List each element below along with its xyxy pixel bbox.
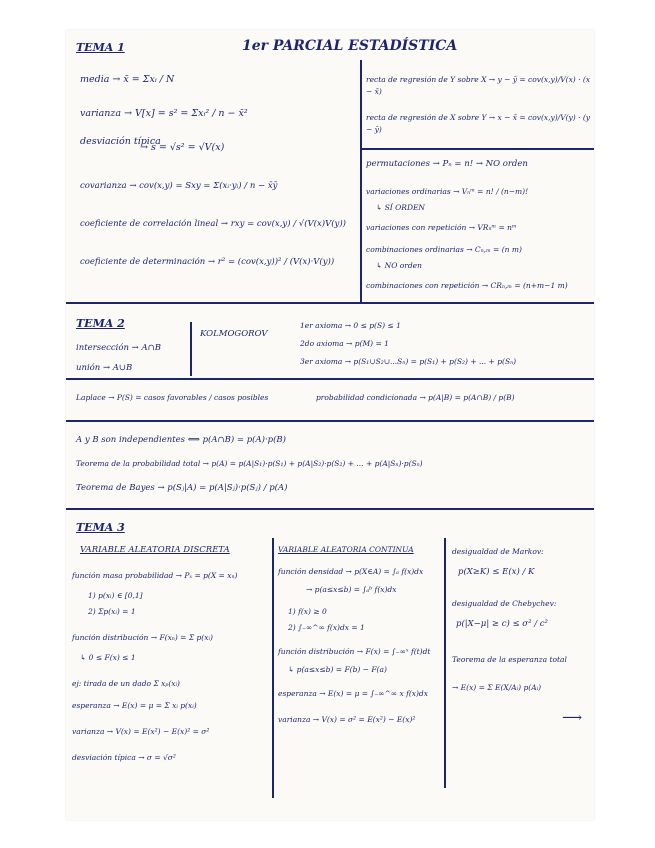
media-formula: media → x̄ = Σxᵢ / N: [80, 74, 175, 85]
desviacion-formula: → s = √s² = √V(x): [140, 142, 225, 153]
page-title: 1er PARCIAL ESTADÍSTICA: [242, 38, 458, 54]
tema1-divider: [360, 60, 362, 302]
arrow-icon: ⟶: [562, 710, 583, 726]
tema2-label: TEMA 2: [76, 317, 125, 330]
axioma-1: 1er axioma → 0 ≤ p(S) ≤ 1: [300, 321, 401, 330]
chebychev-formula: p(|X−μ| ≥ c) ≤ σ² / c²: [456, 619, 548, 629]
axioma-3: 3er axioma → p(S₁∪S₂∪...Sₙ) = p(S₁) + p(S₂) + ... + p(Sₙ): [300, 357, 517, 366]
esperanza-total-formula: → E(x) = Σ E(X/Aᵢ) p(Aᵢ): [452, 683, 542, 692]
independientes: A y B son independientes ⟺ p(A∩B) = p(A)·p(B): [76, 435, 286, 445]
funcion-densidad: función densidad → p(X∈A) = ∫ₐ f(x)dx: [278, 567, 424, 576]
chebychev-heading: desigualdad de Chebychev:: [452, 599, 557, 608]
funcion-masa: función masa probabilidad → Pₓ = p(X = xₙ): [72, 571, 238, 580]
determinacion-formula: coeficiente de determinación → r² = (cov(x,y))² / (V(x)·V(y)): [80, 257, 335, 267]
combinaciones: combinaciones ordinarias → Cₙ,ₘ = (n m): [366, 245, 522, 254]
tema2-rule-1: [66, 378, 594, 380]
funcion-densidad-2: → p(a≤x≤b) = ∫ₐᵇ f(x)dx: [306, 585, 397, 594]
notes-sheet: [66, 30, 594, 820]
desviacion-discreta: desviación típica → σ = √σ²: [72, 753, 176, 762]
varianza-continua: varianza → V(x) = σ² = E(x²) − E(x)²: [278, 715, 416, 724]
densidad-cond-2: 2) ∫₋∞^∞ f(x)dx = 1: [288, 623, 365, 632]
union: unión → A∪B: [76, 363, 133, 373]
densidad-cond-1: 1) f(x) ≥ 0: [288, 607, 327, 616]
variaciones: variaciones ordinarias → Vₙᵐ = n! / (n−m)!: [366, 187, 529, 196]
permutaciones: permutaciones → Pₙ = n! → NO orden: [366, 159, 528, 169]
esperanza-discreta: esperanza → E(x) = μ = Σ xᵢ p(xᵢ): [72, 701, 197, 710]
laplace: Laplace → P(S) = casos favorables / casos posibles: [76, 393, 269, 402]
tema2-divider: [190, 322, 192, 376]
regresion-yx: recta de regresión de Y sobre X → y − ȳ = cov(x,y)/V(x) · (x − x̄): [366, 75, 591, 96]
funcion-distribucion-continua: función distribución → F(x) = ∫₋∞ˣ f(t)dt: [278, 647, 431, 656]
tema3-divider-2: [444, 538, 446, 788]
correlacion-formula: coeficiente de correlación lineal → rxy = cov(x,y) / √(V(x)V(y)): [80, 219, 346, 229]
varianza-discreta: varianza → V(x) = E(x²) − E(x)² = σ²: [72, 727, 210, 736]
tema1-right-divider: [360, 148, 594, 150]
combinaciones-nota: ↳ NO orden: [376, 261, 422, 270]
desviacion-label: desviación típica: [80, 136, 161, 147]
tema2-rule-2: [66, 420, 594, 422]
variaciones-nota: ↳ SÍ ORDEN: [376, 203, 425, 212]
probabilidad-total: Teorema de la probabilidad total → p(A) = p(A|S₁)·p(S₁) + p(A|S₂)·p(S₂) + ... + p(A|Sₙ)·p(Sₙ): [76, 459, 423, 468]
tema2-end-rule: [66, 508, 594, 510]
masa-cond-2: 2) Σp(xᵢ) = 1: [88, 607, 136, 616]
regresion-xy: recta de regresión de X sobre Y → x − x̄ = cov(x,y)/V(y) · (y − ȳ): [366, 113, 591, 134]
probabilidad-condicionada: probabilidad condicionada → p(A|B) = p(A∩B) / p(B): [316, 393, 515, 402]
interseccion: intersección → A∩B: [76, 343, 161, 353]
markov-heading: desigualdad de Markov:: [452, 547, 544, 556]
esperanza-continua: esperanza → E(x) = μ = ∫₋∞^∞ x f(x)dx: [278, 689, 428, 698]
distribucion-continua-nota: ↳ p(a≤x≤b) = F(b) − F(a): [288, 665, 387, 674]
kolmogorov-label: KOLMOGOROV: [200, 329, 268, 339]
distribucion-nota: ↳ 0 ≤ F(x) ≤ 1: [80, 653, 136, 662]
varianza-formula: varianza → V[x] = s² = Σxᵢ² / n − x̄²: [80, 108, 248, 119]
masa-cond-1: 1) p(xᵢ) ∈ [0,1]: [88, 591, 143, 600]
covarianza-formula: covarianza → cov(x,y) = Sxy = Σ(xᵢ·yᵢ) / n − x̄ȳ: [80, 181, 278, 191]
discreta-heading: VARIABLE ALEATORIA DISCRETA: [80, 545, 230, 555]
tema1-end-rule: [66, 302, 594, 304]
axioma-2: 2do axioma → p(M) = 1: [300, 339, 389, 348]
ejemplo-dado: ej: tirada de un dado Σ xₚ(xᵢ): [72, 679, 180, 688]
tema3-divider-1: [272, 538, 274, 798]
esperanza-total-heading: Teorema de la esperanza total: [452, 655, 567, 664]
variaciones-repeticion: variaciones con repetición → VRₙᵐ = nᵐ: [366, 223, 517, 232]
tema1-label: TEMA 1: [76, 41, 125, 54]
bayes: Teorema de Bayes → p(Sⱼ|A) = p(A|Sⱼ)·p(Sⱼ) / p(A): [76, 483, 288, 493]
markov-formula: p(X≥K) ≤ E(x) / K: [458, 567, 535, 577]
combinaciones-repeticion: combinaciones con repetición → CRₙ,ₘ = (n+m−1 m): [366, 281, 568, 290]
funcion-distribucion: función distribución → F(xₙ) = Σ p(xᵢ): [72, 633, 213, 642]
tema3-label: TEMA 3: [76, 521, 125, 534]
continua-heading: VARIABLE ALEATORIA CONTINUA: [278, 545, 414, 554]
